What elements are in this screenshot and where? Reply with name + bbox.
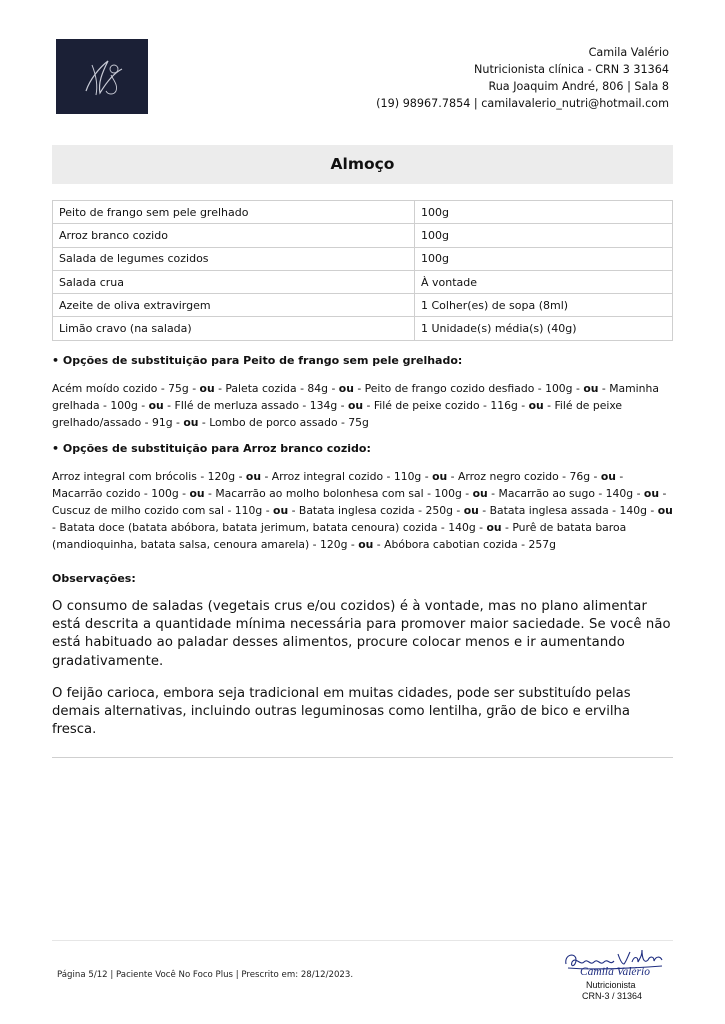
separator-or: ou — [463, 504, 479, 517]
substitution-title: • Opções de substituição para Arroz branco cozido: — [52, 442, 371, 455]
substitution-option: Batata inglesa cozida - 250g — [298, 504, 453, 517]
food-name: Arroz branco cozido — [53, 224, 415, 247]
meal-title-bar — [52, 145, 673, 184]
food-name: Salada crua — [53, 270, 415, 293]
signature-role: Nutricionista — [586, 980, 636, 990]
substitution-option: Filé de peixe cozido - 116g — [373, 399, 518, 412]
separator-or: ou — [583, 382, 599, 395]
separator-or: ou — [245, 470, 262, 483]
substitution-option: Arroz integral com brócolis - 120g — [52, 470, 236, 483]
table-row — [53, 294, 673, 317]
table-row — [53, 270, 673, 293]
professional-info — [376, 44, 669, 112]
professional-address: Rua Joaquim André, 806 | Sala 8 — [488, 80, 669, 93]
separator-or: ou — [199, 382, 215, 395]
observations-title: Observações: — [52, 572, 136, 585]
substitution-option: Macarrão cozido - 100g — [52, 487, 179, 500]
professional-contact[interactable]: (19) 98967.7854 | camilavalerio_nutri@hotmail.com — [376, 97, 669, 110]
substitution-list: Acém moído cozido - 75g - ou - Paleta cozida - 84g - ou - Peito de frango cozido desfiado - 100g - ou - Maminha grelhada - 100g - ou - FIlé de merluza assado - 134g - ou - Filé de peixe cozido - 116g - ou - Filé de peixe grelhado/assado - 91g - ou - Lombo de porco assado - 75g — [52, 382, 659, 429]
separator-or: ou — [358, 538, 374, 551]
meal-table — [52, 200, 673, 341]
separator-or: ou — [338, 382, 354, 395]
professional-name: Camila Valério — [588, 46, 669, 59]
food-quantity: 100g — [415, 201, 673, 224]
food-name: Azeite de oliva extravirgem — [53, 294, 415, 317]
table-row — [53, 224, 673, 247]
food-name: Limão cravo (na salada) — [53, 317, 415, 340]
footer-divider — [52, 940, 673, 941]
divider — [52, 757, 673, 758]
separator-or: ou — [472, 487, 488, 500]
substitution-option: FIlé de merluza assado - 134g — [174, 399, 338, 412]
substitution-option: Maminha grelhada - 100g — [52, 382, 659, 412]
substitution-option: Purê de batata baroa (mandioquinha, batata salsa, cenoura amarela) - 120g — [52, 521, 627, 551]
separator-or: ou — [189, 487, 205, 500]
table-row — [53, 247, 673, 270]
page-footer: Página 5/12 | Paciente Você No Foco Plus | Prescrito em: 28/12/2023. — [57, 970, 354, 980]
substitution-option: Cuscuz de milho cozido com sal - 110g — [52, 504, 263, 517]
food-quantity: À vontade — [415, 270, 673, 293]
separator-or: ou — [183, 416, 199, 429]
substitution-option: Arroz integral cozido - 110g — [271, 470, 422, 483]
substitution-option: Paleta cozida - 84g — [225, 382, 329, 395]
observation-paragraph: O consumo de saladas (vegetais crus e/ou cozidos) é à vontade, mas no plano alimentar está descrita a quantidade mínima necessária para promover maior saciedade. Se você não está habituado ao paladar desses alimentos, procure colocar menos e ir aumentando gradativamente. — [52, 599, 671, 669]
food-quantity: 100g — [415, 224, 673, 247]
professional-title: Nutricionista clínica - CRN 3 31364 — [474, 63, 669, 76]
substitution-option: Acém moído cozido - 75g — [52, 382, 189, 395]
separator-or: ou — [432, 470, 448, 483]
separator-or: ou — [528, 399, 544, 412]
substitution-option: Macarrão ao molho bolonhesa com sal - 100g — [215, 487, 462, 500]
meal-title: Almoço — [330, 155, 395, 173]
substitution-option: Macarrão ao sugo - 140g — [498, 487, 634, 500]
food-name: Salada de legumes cozidos — [53, 247, 415, 270]
substitution-option: Arroz negro cozido - 76g — [457, 470, 591, 483]
substitution-option: Batata doce (batata abóbora, batata jerimum, batata cenoura) cozida - 140g — [59, 521, 476, 534]
substitution-option: Batata inglesa assada - 140g — [489, 504, 647, 517]
substitution-option: Peito de frango cozido desfiado - 100g — [364, 382, 573, 395]
separator-or: ou — [600, 470, 616, 483]
food-name: Peito de frango sem pele grelhado — [53, 201, 415, 224]
separator-or: ou — [148, 399, 164, 412]
observation-paragraph: O feijão carioca, embora seja tradicional em muitas cidades, pode ser substituído pelas demais alternativas, incluindo outras leguminosas como lentilha, grão de bico e ervilha fresca. — [52, 686, 631, 738]
separator-or: ou — [347, 399, 364, 412]
food-quantity: 1 Unidade(s) média(s) (40g) — [415, 317, 673, 340]
signature-name: Camila Valério — [580, 966, 650, 978]
substitution-title: • Opções de substituição para Peito de frango sem pele grelhado: — [52, 354, 463, 367]
food-quantity: 1 Colher(es) de sopa (8ml) — [415, 294, 673, 317]
food-quantity: 100g — [415, 247, 673, 270]
substitution-option: Abóbora cabotian cozida - 257g — [384, 538, 556, 551]
separator-or: ou — [657, 504, 673, 517]
separator-or: ou — [273, 504, 289, 517]
signature — [562, 944, 672, 1004]
substitution-list: Arroz integral com brócolis - 120g - ou - Arroz integral cozido - 110g - ou - Arroz negro cozido - 76g - ou - Macarrão cozido - 100g - ou - Macarrão ao molho bolonhesa com sal - 100g - ou - Macarrão ao sugo - 140g - ou - Cuscuz de milho cozido com sal - 110g - ou - Batata inglesa cozida - 250g - ou - Batata inglesa assada - 140g - ou - Batata doce (batata abóbora, batata jerimum, batata cenoura) cozida - 140g - ou - Purê de batata baroa (mandioquinha, batata salsa, cenoura amarela) - 120g - ou - Abóbora cabotian cozida - 257g — [52, 470, 673, 551]
cv-monogram-logo-icon — [56, 39, 148, 114]
signature-crn: CRN-3 / 31364 — [582, 991, 643, 1001]
separator-or: ou — [643, 487, 660, 500]
substitution-option: Filé de peixe grelhado/assado - 91g — [52, 399, 623, 429]
table-row — [53, 201, 673, 224]
separator-or: ou — [486, 521, 502, 534]
table-row — [53, 317, 673, 340]
substitution-option: Lombo de porco assado - 75g — [209, 416, 369, 429]
logo — [56, 39, 148, 114]
